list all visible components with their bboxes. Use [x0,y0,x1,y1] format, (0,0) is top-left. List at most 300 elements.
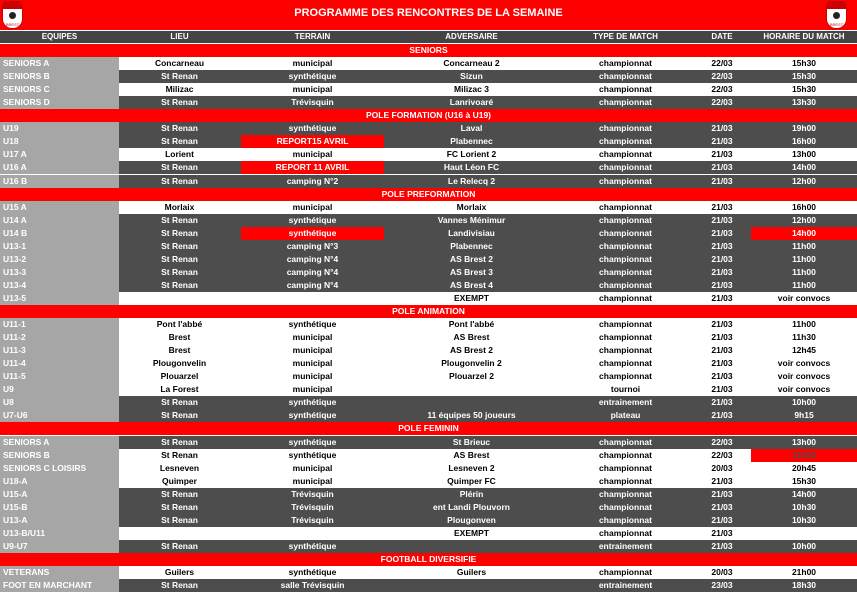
terrain-cell: camping N°4 [286,267,339,277]
equipe-cell: U18-A [0,475,119,488]
table-row [0,122,857,135]
equipe-cell: U11-4 [0,357,119,370]
equipe-cell: U15 A [0,201,119,214]
date-cell: 21/03 [711,502,733,512]
table-row [0,383,857,396]
lieu-cell: St Renan [161,176,198,186]
equipe-cell: U15-A [0,488,119,501]
terrain-cell: municipal [292,58,333,68]
column-header-adversaire: ADVERSAIRE [445,32,498,41]
type-cell: championnat [599,162,652,172]
horaire-cell: 10h00 [791,541,817,551]
table-row [0,396,857,409]
horaire-cell: 16h00 [791,202,817,212]
equipe-cell: U11-3 [0,344,119,357]
terrain-cell: synthétique [288,123,337,133]
type-cell: tournoi [610,384,641,394]
terrain-cell: municipal [292,332,333,342]
date-cell: 23/03 [711,580,733,590]
lieu-cell [119,527,240,540]
horaire-cell: voir convocs [777,384,831,394]
equipe-cell: U9 [0,383,119,396]
terrain-cell: synthétique [288,215,337,225]
adversaire-cell: Lanrivoaré [449,97,494,107]
horaire-cell: 14h00 [791,162,817,172]
lieu-cell: St Renan [161,280,198,290]
terrain-cell: synthétique [288,450,337,460]
club-logo-right [826,1,847,29]
type-cell: championnat [599,241,652,251]
date-cell: 20/03 [711,463,733,473]
section-header: POLE FEMININ [0,422,857,435]
horaire-cell: 12h00 [791,215,817,225]
terrain-cell: Trévisquin [291,489,334,499]
equipe-cell: U18 [0,135,119,148]
date-cell: 21/03 [711,228,733,238]
date-cell: 21/03 [711,528,733,538]
date-cell: 22/03 [711,58,733,68]
type-cell: championnat [599,228,652,238]
adversaire-cell: AS Brest 3 [450,267,493,277]
adversaire-cell: AS Brest 4 [450,280,493,290]
horaire-cell: 16h00 [791,136,817,146]
equipe-cell: SENIORS A [0,57,119,70]
horaire-cell: 14h00 [791,489,817,499]
horaire-cell: 10h30 [791,502,817,512]
adversaire-cell: Quimper FC [447,476,496,486]
equipe-cell: U13-2 [0,253,119,266]
adversaire-cell: Plougonvelin 2 [441,358,502,368]
type-cell: championnat [599,463,652,473]
adversaire-cell: 11 équipes 50 joueurs [427,410,516,420]
lieu-cell: Guilers [164,567,195,577]
date-cell: 22/03 [711,84,733,94]
date-cell: 21/03 [711,476,733,486]
lieu-cell: St Renan [161,267,198,277]
terrain-cell [240,292,385,305]
table-row [0,201,857,214]
lieu-cell: St Renan [161,489,198,499]
terrain-cell: Trévisquin [291,502,334,512]
horaire-cell: 11h00 [792,254,816,264]
horaire-cell: 11h00 [792,241,816,251]
horaire-cell: voir convocs [777,371,831,381]
date-cell: 22/03 [711,437,733,447]
adversaire-cell: Plouarzel 2 [449,371,494,381]
section-header: SENIORS [0,44,857,57]
horaire-cell: 13h30 [791,97,817,107]
adversaire-cell: Plabennec [450,136,493,146]
date-cell: 21/03 [711,332,733,342]
date-cell: 21/03 [711,149,733,159]
equipe-cell: U16 B [0,175,119,188]
logo-text: BREST [5,22,20,27]
type-cell: championnat [599,567,652,577]
lieu-cell: Brest [168,345,191,355]
adversaire-cell: EXEMPT [454,528,489,538]
terrain-cell: synthétique [288,319,337,329]
adversaire-cell: Morlaix [456,202,487,212]
adversaire-cell: Pont l'abbé [448,319,495,329]
type-cell: entrainement [598,580,653,590]
equipe-cell: U16 A [0,161,119,174]
terrain-cell [240,527,385,540]
equipe-cell: SENIORS A [0,436,119,449]
adversaire-cell [385,383,558,396]
equipe-cell: U8 [0,396,119,409]
date-cell: 21/03 [711,123,733,133]
equipe-cell: U14 B [0,227,119,240]
type-cell: championnat [599,437,652,447]
adversaire-cell: Haut Léon FC [443,162,500,172]
terrain-cell: synthétique [241,227,384,240]
lieu-cell: St Renan [161,450,198,460]
lieu-cell: Lesneven [159,463,200,473]
table-row [0,475,857,488]
terrain-cell: Trévisquin [291,515,334,525]
type-cell: championnat [599,97,652,107]
type-cell: championnat [599,319,652,329]
date-cell: 21/03 [711,136,733,146]
terrain-cell: synthétique [288,397,337,407]
table-row [0,96,857,109]
date-cell: 22/03 [711,71,733,81]
type-cell: championnat [599,450,652,460]
ball-icon [832,11,841,20]
table-row [0,175,857,188]
type-cell: championnat [599,202,652,212]
equipe-cell: U15-B [0,501,119,514]
section-header: FOOTBALL DIVERSIFIE [0,553,857,566]
lieu-cell: Quimper [162,476,197,486]
adversaire-cell: Guilers [456,567,487,577]
date-cell: 21/03 [711,384,733,394]
equipe-cell: U13-1 [0,240,119,253]
type-cell: championnat [599,123,652,133]
section-header: POLE FORMATION (U16 à U19) [0,109,857,122]
date-cell: 21/03 [711,241,733,251]
table-row [0,488,857,501]
equipe-cell: SENIORS D [0,96,119,109]
table-row [0,370,857,383]
type-cell: championnat [599,136,652,146]
type-cell: championnat [599,280,652,290]
lieu-cell [119,292,240,305]
type-cell: championnat [599,58,652,68]
terrain-cell: salle Trévisquin [280,580,345,590]
type-cell: entrainement [598,541,653,551]
column-header-type: TYPE DE MATCH [593,32,658,41]
date-cell: 21/03 [711,267,733,277]
date-cell: 21/03 [711,541,733,551]
type-cell: championnat [599,515,652,525]
date-cell: 21/03 [711,215,733,225]
adversaire-cell: Le Relecq 2 [447,176,496,186]
type-cell: entrainement [598,397,653,407]
table-row [0,57,857,70]
column-header-date: DATE [711,32,733,41]
adversaire-cell: AS Brest 2 [450,345,493,355]
date-cell: 21/03 [711,371,733,381]
horaire-cell: 18h30 [791,580,817,590]
type-cell: championnat [599,215,652,225]
type-cell: championnat [599,84,652,94]
table-row [0,579,857,592]
terrain-cell: synthétique [288,541,337,551]
table-row [0,436,857,449]
type-cell: plateau [610,410,641,420]
terrain-cell: municipal [292,384,333,394]
column-header-equipes: EQUIPES [41,32,78,41]
table-row [0,331,857,344]
adversaire-cell: Sizun [460,71,483,81]
table-row [0,449,857,462]
table-row [0,135,857,148]
adversaire-cell: ent Landi Plouvorn [433,502,510,512]
lieu-cell: Brest [168,332,191,342]
lieu-cell: Milizac [165,84,194,94]
type-cell: championnat [599,267,652,277]
equipe-cell: U13-A [0,514,119,527]
table-row [0,527,857,540]
terrain-cell: municipal [292,463,333,473]
adversaire-cell: AS Brest 2 [450,254,493,264]
terrain-cell: camping N°4 [286,280,339,290]
lieu-cell: Plougonvelin [152,358,207,368]
type-cell: championnat [599,358,652,368]
horaire-cell: 13h00 [791,149,817,159]
horaire-cell: 13h00 [791,437,817,447]
lieu-cell: La Forest [160,384,199,394]
equipe-cell: U11-2 [0,331,119,344]
logo-text: BREST [829,22,844,27]
equipe-cell: U13-B/U11 [0,527,119,540]
horaire-cell: 10h30 [791,515,817,525]
date-cell: 22/03 [711,97,733,107]
adversaire-cell: EXEMPT [454,293,489,303]
lieu-cell: St Renan [161,241,198,251]
terrain-cell: municipal [292,371,333,381]
lieu-cell: St Renan [161,410,198,420]
equipe-cell: SENIORS C LOISIRS [0,462,119,475]
terrain-cell: synthétique [288,71,337,81]
lieu-cell: Morlaix [164,202,195,212]
equipe-cell: SENIORS B [0,449,119,462]
type-cell: championnat [599,293,652,303]
date-cell: 21/03 [711,254,733,264]
horaire-cell: 20h45 [791,463,817,473]
equipe-cell: FOOT EN MARCHANT [0,579,119,592]
lieu-cell: St Renan [161,502,198,512]
table-row [0,214,857,227]
horaire-cell: 19h00 [791,123,817,133]
date-cell: 20/03 [711,567,733,577]
section-header: POLE ANIMATION [0,305,857,318]
type-cell: championnat [599,502,652,512]
horaire-cell: 11h00 [792,280,816,290]
terrain-cell: synthétique [288,410,337,420]
adversaire-cell: Plérin [459,489,484,499]
date-cell: 21/03 [711,358,733,368]
adversaire-cell: Milizac 3 [454,84,489,94]
horaire-cell: 12h00 [791,176,817,186]
type-cell: championnat [599,489,652,499]
table-row [0,292,857,305]
lieu-cell: St Renan [161,254,198,264]
horaire-cell: voir convocs [777,293,831,303]
equipe-cell: U11-1 [0,318,119,331]
terrain-cell: synthétique [288,437,337,447]
horaire-cell: 12h45 [791,345,817,355]
date-cell: 21/03 [711,410,733,420]
date-cell: 21/03 [711,293,733,303]
type-cell: championnat [599,332,652,342]
date-cell: 22/03 [711,450,733,460]
adversaire-cell [385,579,558,592]
type-cell: championnat [599,476,652,486]
table-row [0,83,857,96]
adversaire-cell: FC Lorient 2 [446,149,497,159]
adversaire-cell: Plougonven [447,515,496,525]
table-row [0,357,857,370]
lieu-cell: St Renan [161,215,198,225]
lieu-cell: St Renan [161,437,198,447]
equipe-cell: U19 [0,122,119,135]
table-row [0,266,857,279]
date-cell: 21/03 [711,489,733,499]
terrain-cell: synthétique [288,567,337,577]
date-cell: 21/03 [711,515,733,525]
table-row [0,514,857,527]
horaire-cell: 15h30 [791,58,817,68]
adversaire-cell: AS Brest [453,450,490,460]
terrain-cell: municipal [292,202,333,212]
date-cell: 21/03 [711,202,733,212]
lieu-cell: St Renan [161,71,198,81]
table-row [0,240,857,253]
terrain-cell: REPORT15 AVRIL [241,135,384,148]
horaire-cell: 14h00 [751,227,857,240]
lieu-cell: St Renan [161,228,198,238]
equipe-cell: U13-4 [0,279,119,292]
terrain-cell: municipal [292,345,333,355]
equipe-cell: VETERANS [0,566,119,579]
adversaire-cell [385,396,558,409]
lieu-cell: Plouarzel [160,371,199,381]
column-header-row [0,31,857,43]
table-row [0,501,857,514]
lieu-cell: Concarneau [154,58,205,68]
equipe-cell: U9-U7 [0,540,119,553]
type-cell: championnat [599,345,652,355]
type-cell: championnat [599,254,652,264]
lieu-cell: St Renan [161,97,198,107]
terrain-cell: municipal [292,476,333,486]
page-title: PROGRAMME DES RENCONTRES DE LA SEMAINE [294,7,563,19]
adversaire-cell: Lesneven 2 [448,463,495,473]
adversaire-cell: AS Brest [453,332,490,342]
horaire-cell: 10h00 [791,397,817,407]
lieu-cell: St Renan [161,397,198,407]
lieu-cell: St Renan [161,580,198,590]
column-header-lieu: LIEU [170,32,189,41]
terrain-cell: municipal [292,358,333,368]
horaire-cell: 15h30 [791,84,817,94]
type-cell: championnat [599,371,652,381]
adversaire-cell: Landivisiau [448,228,495,238]
title-bar [0,0,857,30]
terrain-cell: camping N°2 [286,176,339,186]
table-row [0,318,857,331]
lieu-cell: St Renan [161,162,198,172]
terrain-cell: camping N°3 [286,241,339,251]
table-row [0,566,857,579]
table-row [0,344,857,357]
type-cell: championnat [599,528,652,538]
lieu-cell: St Renan [161,515,198,525]
horaire-cell: 21h00 [791,567,817,577]
date-cell: 21/03 [711,397,733,407]
adversaire-cell: Laval [460,123,483,133]
equipe-cell: U17 A [0,148,119,161]
horaire-cell [751,527,857,540]
type-cell: championnat [599,71,652,81]
horaire-cell: 11h00 [792,267,816,277]
table-row [0,70,857,83]
column-header-horaire: HORAIRE DU MATCH [763,32,845,41]
type-cell: championnat [599,176,652,186]
table-row [0,540,857,553]
table-row [0,148,857,161]
horaire-cell: 11h00 [792,319,816,329]
adversaire-cell [385,540,558,553]
terrain-cell: Trévisquin [291,97,334,107]
table-row [0,161,857,174]
equipe-cell: U14 A [0,214,119,227]
column-header-terrain: TERRAIN [294,32,331,41]
terrain-cell: municipal [292,84,333,94]
equipe-cell: SENIORS B [0,70,119,83]
date-cell: 21/03 [711,176,733,186]
adversaire-cell: Plabennec [450,241,493,251]
table-row [0,227,857,240]
table-row [0,279,857,292]
equipe-cell: U11-5 [0,370,119,383]
date-cell: 21/03 [711,345,733,355]
horaire-cell: 11h30 [792,332,816,342]
date-cell: 21/03 [711,162,733,172]
equipe-cell: U13-3 [0,266,119,279]
terrain-cell: camping N°4 [286,254,339,264]
adversaire-cell: Concarneau 2 [443,58,500,68]
equipe-cell: U7-U6 [0,409,119,422]
date-cell: 21/03 [711,280,733,290]
type-cell: championnat [599,149,652,159]
table-row [0,253,857,266]
terrain-cell: municipal [292,149,333,159]
date-cell: 21/03 [711,319,733,329]
equipe-cell: SENIORS C [0,83,119,96]
horaire-cell: voir convocs [777,358,831,368]
equipe-cell: U13-5 [0,292,119,305]
section-header: POLE PREFORMATION [0,188,857,201]
table-row [0,462,857,475]
lieu-cell: St Renan [161,541,198,551]
table-row [0,409,857,422]
lieu-cell: St Renan [161,123,198,133]
horaire-cell: 15h30 [791,71,817,81]
adversaire-cell: Vannes Ménimur [437,215,506,225]
